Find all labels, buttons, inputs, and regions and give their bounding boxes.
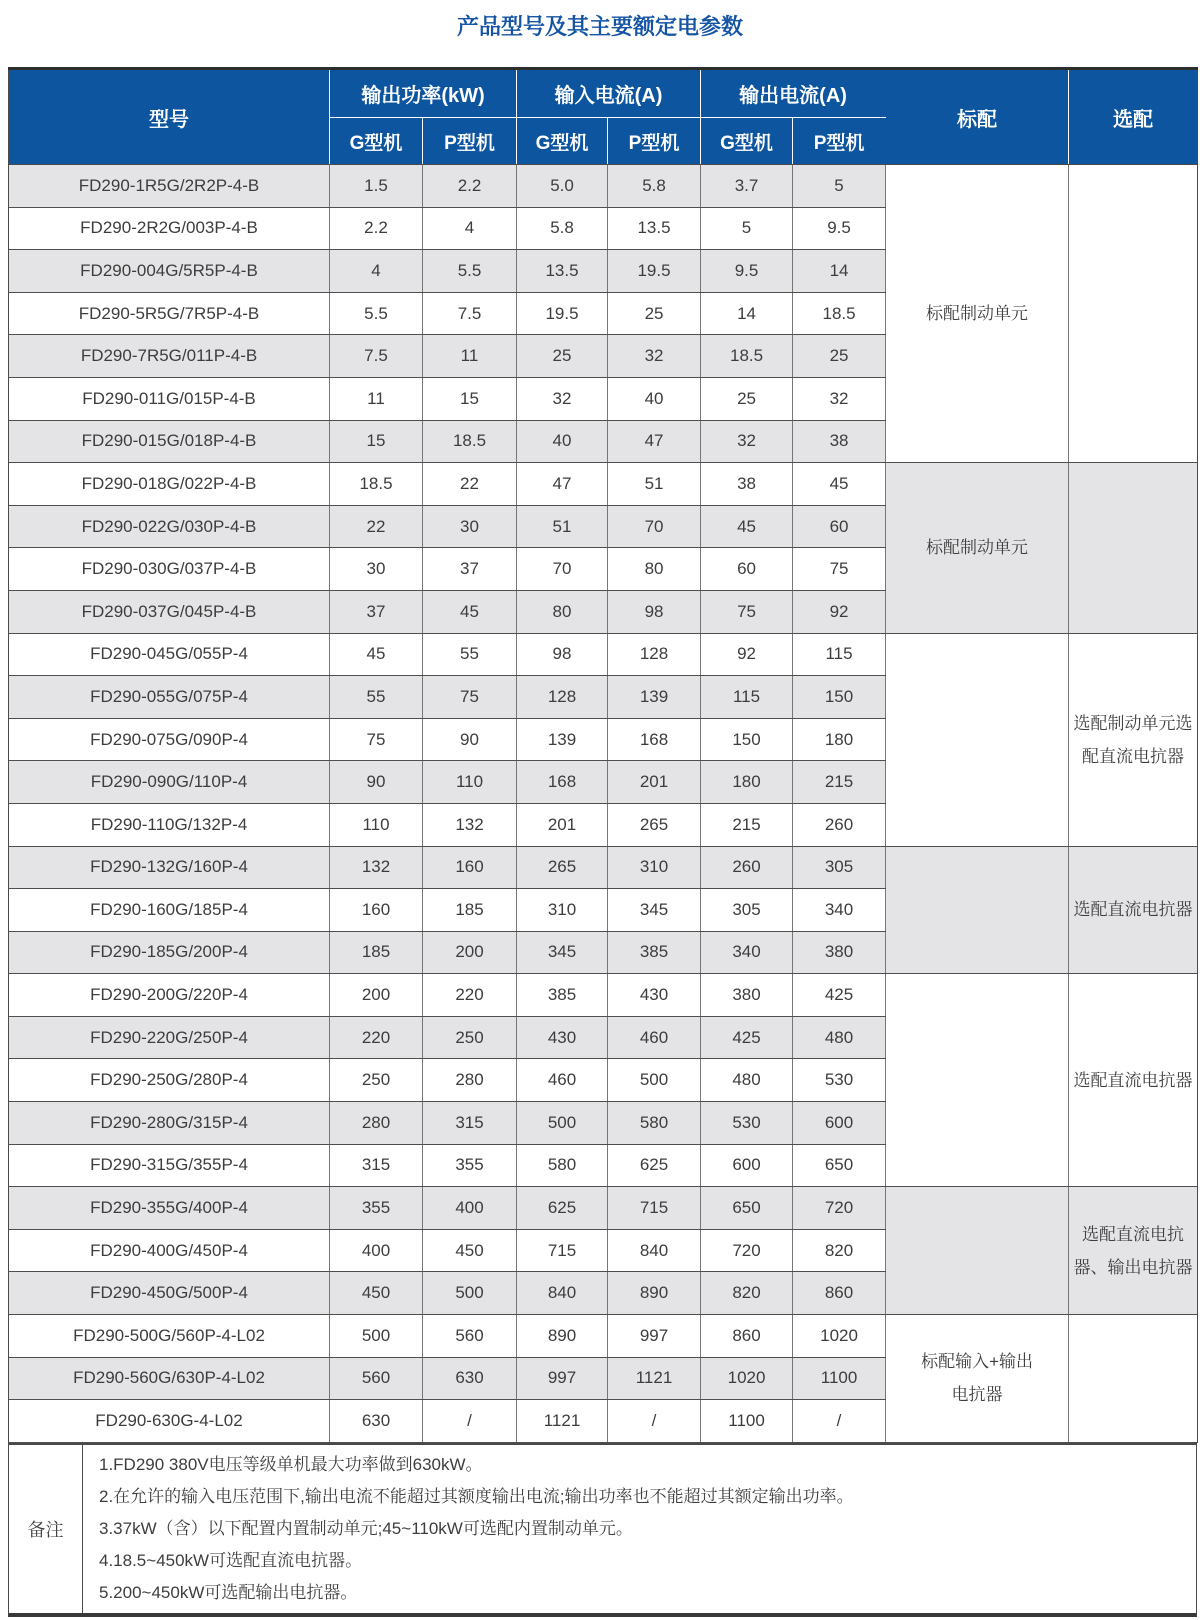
value-cell: 25 xyxy=(517,335,608,378)
value-cell: 25 xyxy=(608,292,701,335)
value-cell: 180 xyxy=(793,718,886,761)
model-cell: FD290-185G/200P-4 xyxy=(9,931,330,974)
value-cell: 32 xyxy=(517,377,608,420)
value-cell: 890 xyxy=(517,1315,608,1358)
col-header-model: 型号 xyxy=(9,69,330,165)
note-line: 2.在允许的输入电压范围下,输出电流不能超过其额度输出电流;输出功率也不能超过其额定输出功率。 xyxy=(99,1486,854,1506)
value-cell: 18.5 xyxy=(793,292,886,335)
standard-config-text: 标配制动单元 xyxy=(926,304,1029,324)
page-title: 产品型号及其主要额定电参数 xyxy=(456,14,743,39)
value-cell: 37 xyxy=(423,548,517,591)
note-line: 4.18.5~450kW可选配直流电抗器。 xyxy=(99,1550,363,1570)
optional-config-text: 选配直流电抗器 xyxy=(1073,900,1193,920)
value-cell: 19.5 xyxy=(517,292,608,335)
value-cell: 70 xyxy=(608,505,701,548)
model-cell: FD290-2R2G/003P-4-B xyxy=(9,207,330,250)
value-cell: 25 xyxy=(701,377,793,420)
model-cell: FD290-030G/037P-4-B xyxy=(9,548,330,591)
standard-config-cell xyxy=(886,974,1069,1187)
subcol-header-g-power: G型机 xyxy=(330,118,423,165)
value-cell: 500 xyxy=(423,1272,517,1315)
value-cell: 40 xyxy=(608,377,701,420)
value-cell: 1020 xyxy=(701,1357,793,1400)
value-cell: 55 xyxy=(330,676,423,719)
value-cell: 9.5 xyxy=(701,250,793,293)
value-cell: 430 xyxy=(517,1016,608,1059)
value-cell: 160 xyxy=(330,889,423,932)
value-cell: 480 xyxy=(701,1059,793,1102)
model-cell: FD290-400G/450P-4 xyxy=(9,1229,330,1272)
standard-config-cell xyxy=(886,165,1069,463)
value-cell: 110 xyxy=(330,803,423,846)
value-cell: 860 xyxy=(793,1272,886,1315)
subcol-header-p-output: P型机 xyxy=(793,118,886,165)
value-cell: 560 xyxy=(423,1315,517,1358)
value-cell: 400 xyxy=(330,1229,423,1272)
value-cell: 9.5 xyxy=(793,207,886,250)
value-cell: 201 xyxy=(608,761,701,804)
value-cell: 650 xyxy=(701,1187,793,1230)
value-cell: 25 xyxy=(793,335,886,378)
value-cell: 150 xyxy=(793,676,886,719)
value-cell: / xyxy=(608,1400,701,1443)
value-cell: 32 xyxy=(793,377,886,420)
table-row xyxy=(9,165,1198,208)
value-cell: 180 xyxy=(701,761,793,804)
table-body xyxy=(9,165,1198,1443)
value-cell: 200 xyxy=(423,931,517,974)
model-cell: FD290-045G/055P-4 xyxy=(9,633,330,676)
value-cell: 500 xyxy=(517,1102,608,1145)
value-cell: 132 xyxy=(423,803,517,846)
value-cell: 280 xyxy=(423,1059,517,1102)
value-cell: 139 xyxy=(608,676,701,719)
value-cell: 265 xyxy=(517,846,608,889)
value-cell: 14 xyxy=(793,250,886,293)
value-cell: 4 xyxy=(423,207,517,250)
value-cell: 5 xyxy=(793,165,886,208)
value-cell: 720 xyxy=(701,1229,793,1272)
value-cell: 15 xyxy=(423,377,517,420)
value-cell: 47 xyxy=(517,463,608,506)
value-cell: 75 xyxy=(330,718,423,761)
note-line: 1.FD290 380V电压等级单机最大功率做到630kW。 xyxy=(99,1454,483,1474)
value-cell: 625 xyxy=(517,1187,608,1230)
model-cell: FD290-220G/250P-4 xyxy=(9,1016,330,1059)
subcol-header-g-input: G型机 xyxy=(517,118,608,165)
value-cell: 997 xyxy=(608,1315,701,1358)
value-cell: 355 xyxy=(423,1144,517,1187)
value-cell: / xyxy=(793,1400,886,1443)
value-cell: 22 xyxy=(330,505,423,548)
value-cell: 315 xyxy=(330,1144,423,1187)
col-header-output-current: 输出电流(A) xyxy=(701,69,886,118)
optional-config-text: 选配直流电抗器 xyxy=(1073,1070,1193,1090)
notes-body xyxy=(83,1445,1196,1613)
optional-config-cell xyxy=(1069,846,1198,974)
model-cell: FD290-018G/022P-4-B xyxy=(9,463,330,506)
value-cell: 45 xyxy=(701,505,793,548)
value-cell: 1020 xyxy=(793,1315,886,1358)
value-cell: 600 xyxy=(793,1102,886,1145)
value-cell: 115 xyxy=(793,633,886,676)
value-cell: 305 xyxy=(793,846,886,889)
value-cell: 380 xyxy=(701,974,793,1017)
value-cell: 460 xyxy=(608,1016,701,1059)
value-cell: 55 xyxy=(423,633,517,676)
value-cell: 80 xyxy=(608,548,701,591)
value-cell: 75 xyxy=(701,590,793,633)
value-cell: 400 xyxy=(423,1187,517,1230)
value-cell: 340 xyxy=(793,889,886,932)
value-cell: 425 xyxy=(701,1016,793,1059)
value-cell: 1100 xyxy=(701,1400,793,1443)
optional-config-cell xyxy=(1069,633,1198,846)
value-cell: 385 xyxy=(608,931,701,974)
optional-config-text: 选配制动单元选配直流电抗器 xyxy=(1073,713,1193,766)
table-header xyxy=(9,69,1198,165)
value-cell: 60 xyxy=(793,505,886,548)
value-cell: 30 xyxy=(330,548,423,591)
value-cell: 201 xyxy=(517,803,608,846)
model-cell: FD290-011G/015P-4-B xyxy=(9,377,330,420)
value-cell: 500 xyxy=(330,1315,423,1358)
value-cell: 380 xyxy=(793,931,886,974)
table-row xyxy=(9,974,1198,1017)
model-cell: FD290-132G/160P-4 xyxy=(9,846,330,889)
standard-config-cell xyxy=(886,846,1069,974)
value-cell: 430 xyxy=(608,974,701,1017)
value-cell: 560 xyxy=(330,1357,423,1400)
value-cell: 250 xyxy=(330,1059,423,1102)
value-cell: 580 xyxy=(517,1144,608,1187)
model-cell: FD290-630G-4-L02 xyxy=(9,1400,330,1443)
table-row xyxy=(9,633,1198,676)
value-cell: 260 xyxy=(793,803,886,846)
notes-label: 备注 xyxy=(9,1445,83,1613)
value-cell: 115 xyxy=(701,676,793,719)
note-line: 5.200~450kW可选配输出电抗器。 xyxy=(99,1582,358,1602)
value-cell: 90 xyxy=(330,761,423,804)
model-cell: FD290-055G/075P-4 xyxy=(9,676,330,719)
value-cell: 185 xyxy=(423,889,517,932)
optional-config-text: 选配直流电抗器、输出电抗器 xyxy=(1073,1224,1193,1277)
value-cell: 840 xyxy=(608,1229,701,1272)
value-cell: 45 xyxy=(793,463,886,506)
col-header-optional-config: 选配 xyxy=(1069,69,1198,165)
model-cell: FD290-5R5G/7R5P-4-B xyxy=(9,292,330,335)
value-cell: 480 xyxy=(793,1016,886,1059)
standard-config-cell xyxy=(886,1187,1069,1315)
value-cell: 75 xyxy=(793,548,886,591)
model-cell: FD290-250G/280P-4 xyxy=(9,1059,330,1102)
optional-config-cell xyxy=(1069,1315,1198,1443)
value-cell: 280 xyxy=(330,1102,423,1145)
value-cell: 530 xyxy=(793,1059,886,1102)
value-cell: 997 xyxy=(517,1357,608,1400)
table-row xyxy=(9,1187,1198,1230)
model-cell: FD290-075G/090P-4 xyxy=(9,718,330,761)
value-cell: 890 xyxy=(608,1272,701,1315)
col-header-input-current: 输入电流(A) xyxy=(517,69,701,118)
value-cell: 160 xyxy=(423,846,517,889)
model-cell: FD290-022G/030P-4-B xyxy=(9,505,330,548)
model-cell: FD290-280G/315P-4 xyxy=(9,1102,330,1145)
value-cell: 7.5 xyxy=(423,292,517,335)
value-cell: 32 xyxy=(701,420,793,463)
spec-table xyxy=(8,67,1198,1443)
value-cell: 310 xyxy=(608,846,701,889)
model-cell: FD290-090G/110P-4 xyxy=(9,761,330,804)
value-cell: 260 xyxy=(701,846,793,889)
value-cell: / xyxy=(423,1400,517,1443)
standard-config-cell xyxy=(886,463,1069,633)
value-cell: 720 xyxy=(793,1187,886,1230)
model-cell: FD290-200G/220P-4 xyxy=(9,974,330,1017)
standard-config-cell xyxy=(886,633,1069,846)
value-cell: 310 xyxy=(517,889,608,932)
model-cell: FD290-160G/185P-4 xyxy=(9,889,330,932)
value-cell: 315 xyxy=(423,1102,517,1145)
optional-config-cell xyxy=(1069,974,1198,1187)
value-cell: 168 xyxy=(608,718,701,761)
model-cell: FD290-037G/045P-4-B xyxy=(9,590,330,633)
value-cell: 630 xyxy=(423,1357,517,1400)
value-cell: 30 xyxy=(423,505,517,548)
optional-config-cell xyxy=(1069,165,1198,463)
value-cell: 450 xyxy=(423,1229,517,1272)
model-cell: FD290-7R5G/011P-4-B xyxy=(9,335,330,378)
value-cell: 128 xyxy=(517,676,608,719)
value-cell: 840 xyxy=(517,1272,608,1315)
value-cell: 92 xyxy=(701,633,793,676)
value-cell: 38 xyxy=(701,463,793,506)
value-cell: 51 xyxy=(517,505,608,548)
value-cell: 92 xyxy=(793,590,886,633)
value-cell: 132 xyxy=(330,846,423,889)
value-cell: 1121 xyxy=(608,1357,701,1400)
value-cell: 38 xyxy=(793,420,886,463)
table-row xyxy=(9,463,1198,506)
subcol-header-p-power: P型机 xyxy=(423,118,517,165)
value-cell: 215 xyxy=(701,803,793,846)
value-cell: 4 xyxy=(330,250,423,293)
value-cell: 13.5 xyxy=(608,207,701,250)
value-cell: 5.5 xyxy=(330,292,423,335)
model-cell: FD290-004G/5R5P-4-B xyxy=(9,250,330,293)
value-cell: 340 xyxy=(701,931,793,974)
value-cell: 1100 xyxy=(793,1357,886,1400)
value-cell: 168 xyxy=(517,761,608,804)
standard-config-cell xyxy=(886,1315,1069,1443)
value-cell: 5.8 xyxy=(608,165,701,208)
value-cell: 650 xyxy=(793,1144,886,1187)
value-cell: 450 xyxy=(330,1272,423,1315)
value-cell: 5.0 xyxy=(517,165,608,208)
value-cell: 185 xyxy=(330,931,423,974)
model-cell: FD290-015G/018P-4-B xyxy=(9,420,330,463)
value-cell: 75 xyxy=(423,676,517,719)
value-cell: 820 xyxy=(793,1229,886,1272)
value-cell: 1121 xyxy=(517,1400,608,1443)
optional-config-cell xyxy=(1069,463,1198,633)
value-cell: 220 xyxy=(423,974,517,1017)
value-cell: 60 xyxy=(701,548,793,591)
value-cell: 460 xyxy=(517,1059,608,1102)
col-header-output-power: 输出功率(kW) xyxy=(330,69,517,118)
table-wrap xyxy=(8,67,1197,1617)
value-cell: 345 xyxy=(608,889,701,932)
model-cell: FD290-1R5G/2R2P-4-B xyxy=(9,165,330,208)
value-cell: 128 xyxy=(608,633,701,676)
standard-config-text: 标配输入+输出电抗器 xyxy=(921,1352,1034,1405)
value-cell: 32 xyxy=(608,335,701,378)
value-cell: 530 xyxy=(701,1102,793,1145)
value-cell: 98 xyxy=(608,590,701,633)
value-cell: 385 xyxy=(517,974,608,1017)
value-cell: 51 xyxy=(608,463,701,506)
value-cell: 580 xyxy=(608,1102,701,1145)
value-cell: 305 xyxy=(701,889,793,932)
value-cell: 5.8 xyxy=(517,207,608,250)
value-cell: 820 xyxy=(701,1272,793,1315)
value-cell: 150 xyxy=(701,718,793,761)
value-cell: 90 xyxy=(423,718,517,761)
value-cell: 2.2 xyxy=(330,207,423,250)
value-cell: 110 xyxy=(423,761,517,804)
optional-config-cell xyxy=(1069,1187,1198,1315)
value-cell: 625 xyxy=(608,1144,701,1187)
value-cell: 37 xyxy=(330,590,423,633)
value-cell: 220 xyxy=(330,1016,423,1059)
value-cell: 355 xyxy=(330,1187,423,1230)
value-cell: 98 xyxy=(517,633,608,676)
value-cell: 3.7 xyxy=(701,165,793,208)
value-cell: 600 xyxy=(701,1144,793,1187)
value-cell: 14 xyxy=(701,292,793,335)
value-cell: 200 xyxy=(330,974,423,1017)
value-cell: 18.5 xyxy=(330,463,423,506)
value-cell: 345 xyxy=(517,931,608,974)
value-cell: 13.5 xyxy=(517,250,608,293)
value-cell: 18.5 xyxy=(423,420,517,463)
table-row xyxy=(9,1315,1198,1358)
value-cell: 7.5 xyxy=(330,335,423,378)
col-header-standard-config: 标配 xyxy=(886,69,1069,165)
value-cell: 265 xyxy=(608,803,701,846)
model-cell: FD290-355G/400P-4 xyxy=(9,1187,330,1230)
value-cell: 215 xyxy=(793,761,886,804)
value-cell: 11 xyxy=(423,335,517,378)
model-cell: FD290-315G/355P-4 xyxy=(9,1144,330,1187)
value-cell: 860 xyxy=(701,1315,793,1358)
model-cell: FD290-560G/630P-4-L02 xyxy=(9,1357,330,1400)
model-cell: FD290-500G/560P-4-L02 xyxy=(9,1315,330,1358)
value-cell: 70 xyxy=(517,548,608,591)
value-cell: 1.5 xyxy=(330,165,423,208)
value-cell: 715 xyxy=(608,1187,701,1230)
value-cell: 45 xyxy=(330,633,423,676)
value-cell: 40 xyxy=(517,420,608,463)
notes-section xyxy=(8,1443,1197,1617)
value-cell: 11 xyxy=(330,377,423,420)
table-row xyxy=(9,846,1198,889)
value-cell: 18.5 xyxy=(701,335,793,378)
value-cell: 139 xyxy=(517,718,608,761)
note-line: 3.37kW（含）以下配置内置制动单元;45~110kW可选配内置制动单元。 xyxy=(99,1518,633,1538)
value-cell: 80 xyxy=(517,590,608,633)
standard-config-text: 标配制动单元 xyxy=(926,538,1029,558)
subcol-header-p-input: P型机 xyxy=(608,118,701,165)
value-cell: 45 xyxy=(423,590,517,633)
value-cell: 22 xyxy=(423,463,517,506)
model-cell: FD290-450G/500P-4 xyxy=(9,1272,330,1315)
subcol-header-g-output: G型机 xyxy=(701,118,793,165)
model-cell: FD290-110G/132P-4 xyxy=(9,803,330,846)
value-cell: 2.2 xyxy=(423,165,517,208)
value-cell: 47 xyxy=(608,420,701,463)
value-cell: 425 xyxy=(793,974,886,1017)
value-cell: 500 xyxy=(608,1059,701,1102)
value-cell: 715 xyxy=(517,1229,608,1272)
value-cell: 15 xyxy=(330,420,423,463)
value-cell: 19.5 xyxy=(608,250,701,293)
value-cell: 5 xyxy=(701,207,793,250)
value-cell: 250 xyxy=(423,1016,517,1059)
value-cell: 630 xyxy=(330,1400,423,1443)
value-cell: 5.5 xyxy=(423,250,517,293)
